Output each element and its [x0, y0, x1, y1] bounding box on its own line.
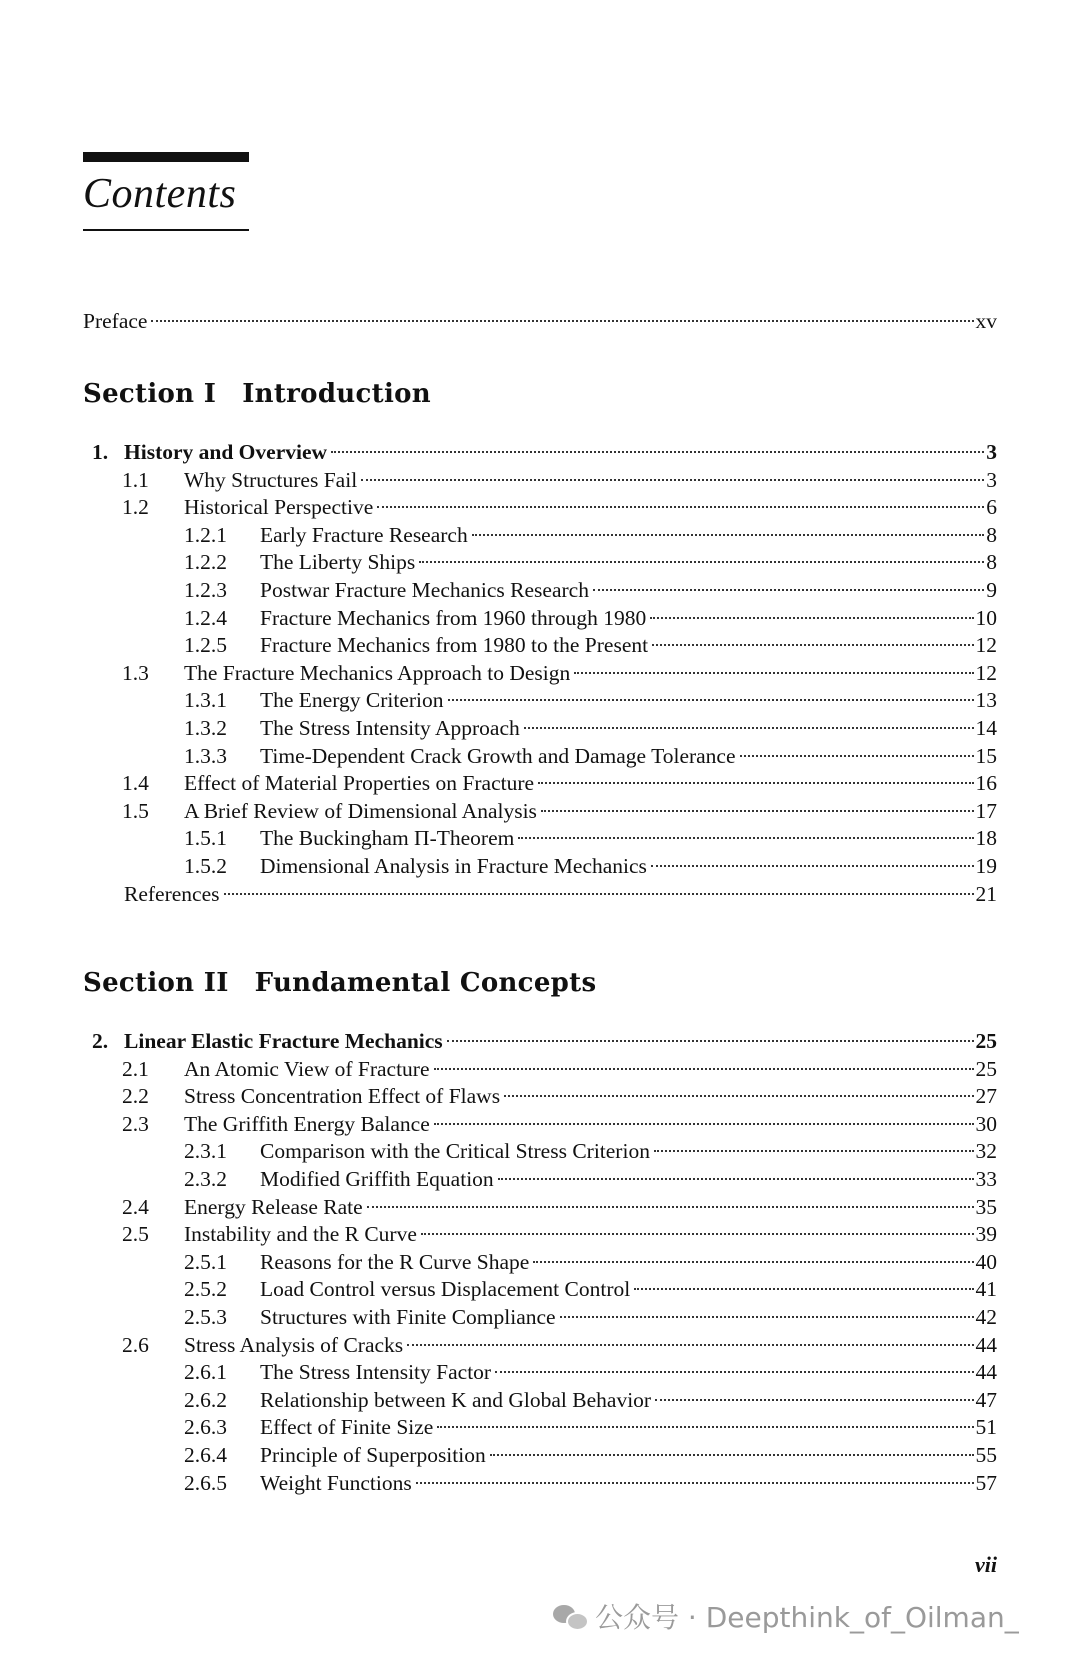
entry-number: 2.2 [122, 1084, 149, 1109]
toc-entry[interactable] [184, 548, 997, 576]
entry-number: 2.3 [122, 1111, 149, 1136]
entry-number: 1.5.2 [184, 854, 227, 878]
entry-page-number: 12 [975, 633, 997, 658]
entry-page-number: 13 [975, 688, 997, 713]
entry-title: Postwar Fracture Mechanics Research [260, 578, 589, 602]
preface-entry[interactable] [83, 307, 997, 335]
page-title: Contents [83, 171, 237, 217]
dot-leader [652, 644, 973, 646]
dot-leader [421, 1233, 974, 1235]
entry-title: References [124, 881, 220, 906]
dot-leader [740, 755, 974, 757]
entry-title: Effect of Material Properties on Fracture [184, 771, 535, 796]
entry-title: The Fracture Mechanics Approach to Design [184, 660, 571, 685]
entry-page-number: 33 [975, 1167, 997, 1191]
entry-page-number: 21 [975, 881, 997, 906]
entry-title: Reasons for the R Curve Shape [260, 1249, 530, 1274]
entry-title: Modified Griffith Equation [260, 1167, 494, 1191]
dot-leader [650, 617, 973, 619]
entry-title: Comparison with the Critical Stress Criterion [260, 1139, 650, 1164]
entry-number: 2.5.1 [184, 1249, 227, 1274]
toc-entry[interactable] [184, 1165, 997, 1193]
toc-entry[interactable] [184, 1303, 997, 1331]
chapter-entry[interactable] [92, 1027, 997, 1055]
entry-number: 2. [92, 1029, 109, 1053]
entry-title: Linear Elastic Fracture Mechanics [124, 1029, 443, 1053]
entry-number: 2.3.1 [184, 1139, 227, 1164]
entry-page-number: 27 [975, 1084, 997, 1109]
entry-title: Time-Dependent Crack Growth and Damage Tolerance [260, 743, 736, 768]
entry-title: Dimensional Analysis in Fracture Mechanics [260, 854, 647, 878]
toc-entry[interactable] [184, 1469, 997, 1497]
dot-leader [407, 1344, 973, 1346]
dot-leader [331, 451, 984, 453]
section-heading[interactable] [83, 968, 596, 998]
entry-number: 1.2.5 [184, 633, 227, 658]
entry-title: Principle of Superposition [260, 1443, 486, 1467]
entry-number: 1.2.3 [184, 578, 227, 602]
dot-leader [377, 506, 984, 508]
toc-entry[interactable] [184, 1413, 997, 1441]
dot-leader [367, 1206, 974, 1208]
toc-entry[interactable] [122, 1331, 997, 1359]
dot-leader [524, 727, 974, 729]
dot-leader [447, 1040, 974, 1042]
chapter-entry[interactable] [92, 438, 997, 466]
toc-entry[interactable] [184, 1248, 997, 1276]
entry-number: 1.5 [122, 798, 149, 823]
toc-entry[interactable] [122, 1193, 997, 1221]
dot-leader [495, 1371, 973, 1373]
entry-title: Historical Perspective [184, 495, 374, 520]
toc-entry[interactable] [122, 493, 997, 521]
entry-title: The Buckingham Π-Theorem [260, 826, 515, 851]
toc-entry[interactable] [184, 824, 997, 852]
dot-leader [434, 1123, 974, 1125]
watermark-text: 公众号 · Deepthink_of_Oilman_ [595, 1601, 1019, 1634]
entry-page-number: 30 [975, 1111, 997, 1136]
entry-title: The Stress Intensity Approach [260, 716, 520, 740]
entry-page-number: 8 [986, 522, 997, 547]
entry-number: 1.3.2 [184, 716, 227, 740]
dot-leader [419, 561, 984, 563]
entry-page-number: 25 [975, 1029, 997, 1053]
dot-leader [518, 837, 973, 839]
toc-entry[interactable] [184, 1275, 997, 1303]
dot-leader [533, 1261, 973, 1263]
entry-page-number: 17 [975, 798, 997, 823]
toc-entry[interactable] [122, 466, 997, 494]
toc-entry[interactable] [122, 1082, 997, 1110]
entry-page-number: 18 [975, 826, 997, 851]
dot-leader [361, 479, 984, 481]
entry-title: Instability and the R Curve [184, 1222, 417, 1247]
entry-number: 2.1 [122, 1056, 149, 1081]
dot-leader [448, 699, 974, 701]
section-heading[interactable] [83, 379, 431, 409]
dot-leader [490, 1454, 974, 1456]
section-title: Fundamental Concepts [254, 968, 597, 998]
dot-leader [416, 1482, 974, 1484]
entry-page-number: 44 [975, 1332, 997, 1357]
dot-leader [224, 893, 974, 895]
entry-page-number: 3 [986, 467, 997, 492]
entry-page-number: 12 [975, 660, 997, 685]
wechat-icon [553, 1602, 587, 1630]
entry-number: 1.5.1 [184, 826, 227, 851]
entry-number: 1.3 [122, 660, 149, 685]
toc-entry[interactable] [184, 742, 997, 770]
entry-number: 2.5.2 [184, 1277, 227, 1302]
entry-title: Energy Release Rate [184, 1194, 363, 1219]
toc-entry[interactable] [122, 797, 997, 825]
entry-page-number: 25 [975, 1056, 997, 1081]
entry-number: 1.3.1 [184, 688, 227, 713]
entry-page-number: 14 [975, 716, 997, 740]
entry-page-number: 47 [975, 1387, 997, 1412]
entry-number: 1.1 [122, 467, 149, 492]
toc-entry[interactable] [184, 714, 997, 742]
dot-leader [437, 1426, 973, 1428]
toc-entry[interactable] [184, 1358, 997, 1386]
dot-leader [541, 810, 974, 812]
entry-title: History and Overview [124, 440, 328, 464]
toc-entry[interactable] [184, 686, 997, 714]
toc-entry[interactable] [184, 1137, 997, 1165]
toc-entry[interactable] [184, 521, 997, 549]
entry-number: 2.6.2 [184, 1387, 227, 1412]
entry-page-number: 39 [975, 1222, 997, 1247]
entry-page-number: 9 [986, 578, 997, 602]
entry-number: 2.6.4 [184, 1443, 227, 1467]
title-rule-bottom [83, 229, 249, 231]
entry-page-number: 35 [975, 1194, 997, 1219]
toc-entry[interactable] [122, 659, 997, 687]
entry-page-number: xv [975, 309, 997, 333]
entry-page-number: 32 [975, 1139, 997, 1164]
dot-leader [574, 672, 973, 674]
toc-entry[interactable] [184, 576, 997, 604]
entry-page-number: 3 [986, 440, 997, 464]
entry-page-number: 40 [975, 1249, 997, 1274]
entry-number: 2.4 [122, 1194, 149, 1219]
entry-title: Weight Functions [260, 1470, 412, 1495]
toc-entry[interactable] [122, 1110, 997, 1138]
entry-number: 2.6.3 [184, 1415, 227, 1440]
section-label: Section I [83, 379, 217, 409]
entry-title: An Atomic View of Fracture [184, 1056, 430, 1081]
entry-title: The Griffith Energy Balance [184, 1111, 430, 1136]
entry-number: 2.5 [122, 1222, 149, 1247]
title-rule-top [83, 152, 249, 162]
entry-page-number: 10 [975, 605, 997, 630]
dot-leader [498, 1178, 974, 1180]
toc-entry[interactable] [184, 1441, 997, 1469]
dot-leader [651, 865, 974, 867]
section-title: Introduction [242, 379, 431, 409]
entry-title: Preface [83, 309, 148, 333]
dot-leader [593, 589, 984, 591]
entry-title: A Brief Review of Dimensional Analysis [184, 798, 537, 823]
entry-number: 2.3.2 [184, 1167, 227, 1191]
entry-number: 1. [92, 440, 109, 464]
entry-title: Load Control versus Displacement Control [260, 1277, 631, 1302]
entry-number: 1.3.3 [184, 743, 227, 768]
dot-leader [634, 1288, 973, 1290]
toc-entry[interactable] [122, 1055, 997, 1083]
entry-title: The Stress Intensity Factor [260, 1360, 492, 1385]
entry-number: 2.6 [122, 1332, 149, 1357]
toc-entry[interactable] [184, 1386, 997, 1414]
page-folio: vii [975, 1552, 997, 1577]
entry-page-number: 8 [986, 550, 997, 575]
entry-title: Relationship between K and Global Behavior [260, 1387, 652, 1412]
section-label: Section II [83, 968, 229, 998]
toc-entry[interactable] [122, 769, 997, 797]
entry-title: Stress Analysis of Cracks [184, 1332, 404, 1357]
entry-title: Why Structures Fail [184, 467, 358, 492]
entry-number: 1.4 [122, 771, 149, 796]
entry-title: Early Fracture Research [260, 522, 468, 547]
dot-leader [434, 1068, 974, 1070]
entry-page-number: 6 [986, 495, 997, 520]
dot-leader [151, 320, 973, 322]
entry-number: 1.2.2 [184, 550, 227, 575]
entry-title: Fracture Mechanics from 1980 to the Present [260, 633, 649, 658]
entry-title: Fracture Mechanics from 1960 through 1980 [260, 605, 647, 630]
entry-page-number: 15 [975, 743, 997, 768]
entry-page-number: 55 [975, 1443, 997, 1467]
entry-title: Stress Concentration Effect of Flaws [184, 1084, 501, 1109]
entry-number: 1.2.1 [184, 522, 227, 547]
entry-number: 1.2 [122, 495, 149, 520]
entry-page-number: 42 [975, 1305, 997, 1329]
entry-number: 1.2.4 [184, 605, 227, 630]
entry-title: The Liberty Ships [260, 550, 416, 575]
toc-entry[interactable] [184, 604, 997, 632]
dot-leader [654, 1150, 974, 1152]
entry-number: 2.6.1 [184, 1360, 227, 1385]
dot-leader [655, 1399, 973, 1401]
references-entry[interactable] [124, 880, 997, 908]
entry-number: 2.5.3 [184, 1305, 227, 1329]
entry-title: Effect of Finite Size [260, 1415, 434, 1440]
dot-leader [472, 534, 985, 536]
entry-title: The Energy Criterion [260, 688, 444, 713]
entry-title: Structures with Finite Compliance [260, 1305, 556, 1329]
entry-page-number: 16 [975, 771, 997, 796]
dot-leader [504, 1095, 973, 1097]
entry-page-number: 51 [975, 1415, 997, 1440]
toc-entry[interactable] [184, 852, 997, 880]
entry-page-number: 41 [975, 1277, 997, 1302]
toc-entry[interactable] [122, 1220, 997, 1248]
entry-number: 2.6.5 [184, 1470, 227, 1495]
watermark [553, 1596, 1019, 1636]
toc-entry[interactable] [184, 631, 997, 659]
dot-leader [560, 1316, 974, 1318]
entry-page-number: 44 [975, 1360, 997, 1385]
entry-page-number: 57 [975, 1470, 997, 1495]
entry-page-number: 19 [975, 854, 997, 878]
dot-leader [538, 782, 973, 784]
